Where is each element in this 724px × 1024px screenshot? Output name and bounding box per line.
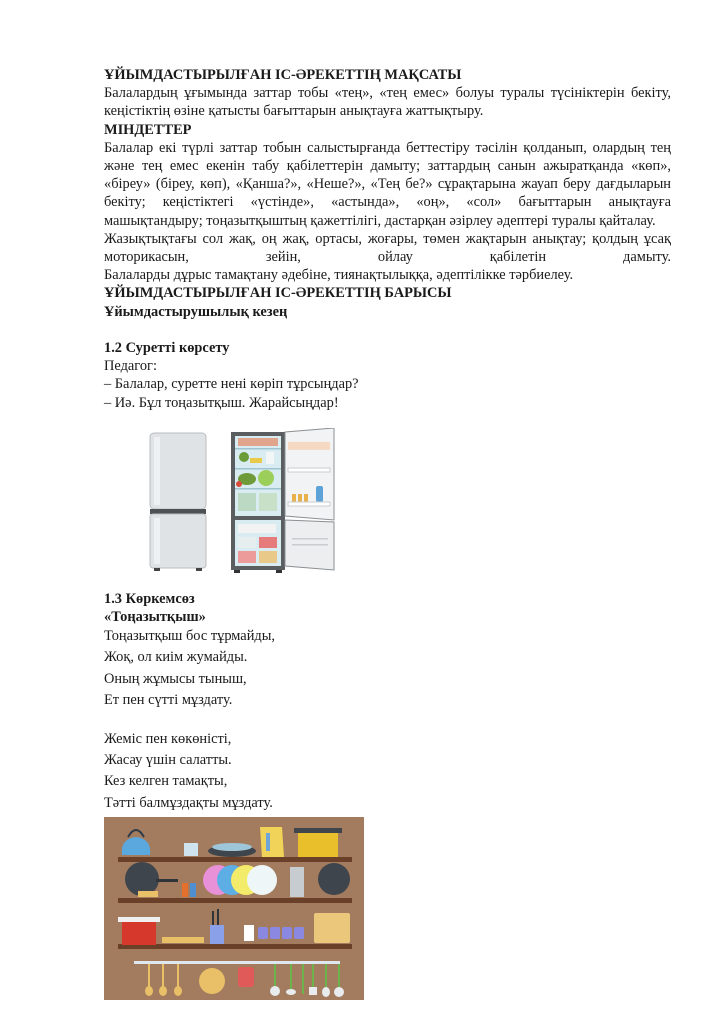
poem-line: Жоқ, ол киім жумайды. — [104, 649, 248, 666]
open-refrigerator-image — [230, 428, 336, 574]
poem-line: Оның жұмысы тыныш, — [104, 670, 247, 687]
poem-line: Жасау үшін салатты. — [104, 752, 232, 769]
poem-line: Кез келген тамақты, — [104, 773, 228, 790]
poem-line: Тәтті балмұздақты мұздату. — [104, 794, 273, 811]
poem-title: «Тоңазытқыш» — [104, 609, 206, 626]
spacer — [104, 711, 671, 729]
poem-stanza-2 — [104, 729, 671, 814]
goal-text: Балалардың ұғымында заттар тобы «тең», «тең емес» болуы туралы түсініктерін бекіту, кеңістіктің өзіне қатысты бағыттарын анықтауға жаттықтыру. — [104, 85, 671, 120]
dialogue-line: – Иә. Бұл тоңазытқыш. Жарайсыңдар! — [104, 394, 339, 411]
dialogue-line: – Балалар, суретте нені көріп тұрсыңдар? — [104, 376, 359, 393]
poem-stanza-1 — [104, 626, 671, 711]
refrigerator-illustration — [104, 432, 671, 582]
tasks-text-2: Жазықтықтағы сол жақ, оң жақ, ортасы, жоғары, төмен жақтарын анықтау; қолдың ұсақ моторикасын, зейін, ойлау қабілетін дамыту. — [104, 230, 671, 266]
poem-line: Ет пен сүтті мұздату. — [104, 691, 233, 708]
kitchen-shelves-image — [104, 817, 364, 1000]
tasks-text-1: Балалар екі түрлі заттар тобын салыстырғанда беттестіру тәсілін қолданып, олардың тең және тең емес екенін табу қабілеттерін дамыту; заттардың санын ажыратқанда «көп», «біреу» (біреу, көп), «Қанша?», «Неше?», «Тең бе?» сұрақтарына жауап беру дағдыларын бекіту; кеңістіктегі «үстінде», «астында», «оң», «сол» бағыттарын анықтауға машықтандыру; тоңазытқыштың қажеттілігі, дастарқан әзірлеу әдептері туралы қайталау. — [104, 139, 671, 229]
section-1-2-title: 1.2 Суретті көрсету — [104, 340, 230, 357]
document-page — [104, 66, 671, 1005]
tasks-heading: МІНДЕТТЕР — [104, 121, 192, 138]
poem-line: Тоңазытқыш бос тұрмайды, — [104, 628, 275, 645]
goal-heading: ҰЙЫМДАСТЫРЫЛҒАН ІС-ӘРЕКЕТТІҢ МАҚСАТЫ — [104, 67, 462, 83]
closed-refrigerator-image — [148, 432, 208, 572]
tasks-text-3: Балаларды дұрыс тамақтану әдебіне, тиянақтылыққа, әдептілікке тәрбиелеу. — [104, 267, 574, 284]
spacer — [104, 321, 671, 339]
process-stage: Ұйымдастырушылық кезең — [104, 303, 288, 320]
process-heading: ҰЙЫМДАСТЫРЫЛҒАН ІС-ӘРЕКЕТТІҢ БАРЫСЫ — [104, 285, 452, 302]
section-1-3-title: 1.3 Көркемсөз — [104, 590, 195, 607]
speaker-label: Педагог: — [104, 358, 157, 375]
poem-line: Жеміс пен көкөністі, — [104, 731, 232, 748]
